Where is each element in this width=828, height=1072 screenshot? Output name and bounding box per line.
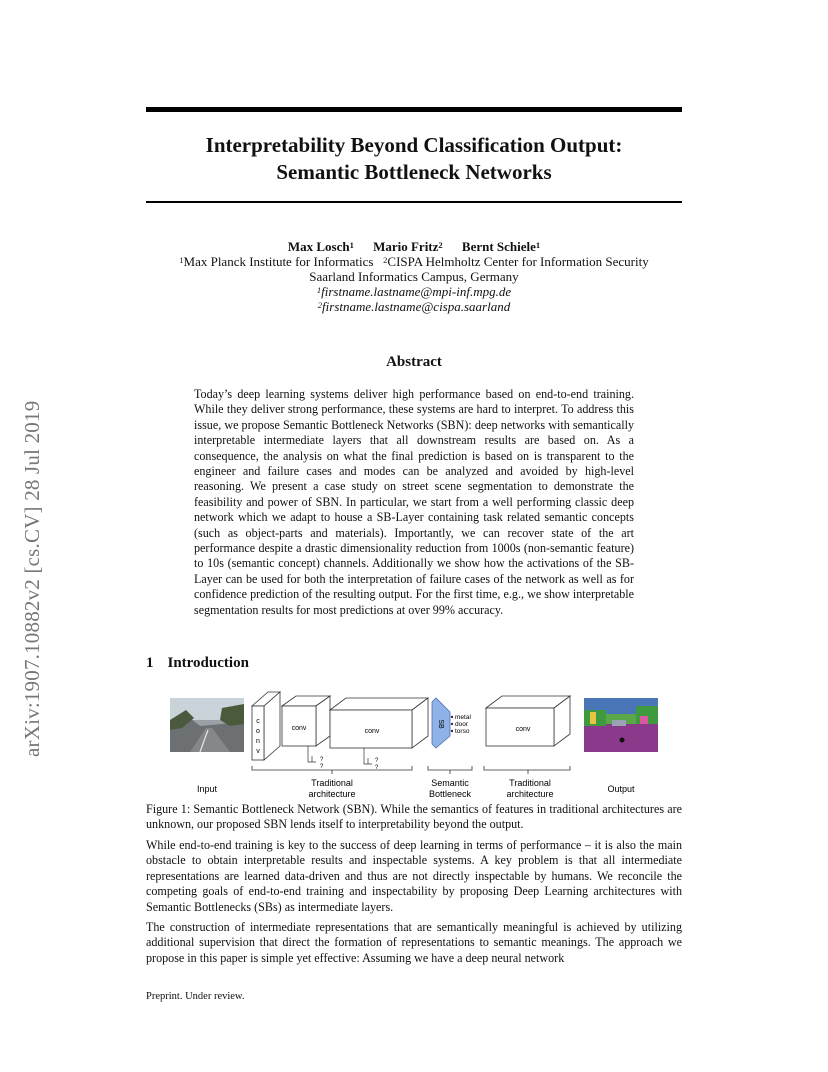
campus: Saarland Informatics Campus, Germany bbox=[309, 269, 519, 284]
label-semantic-a: Semantic bbox=[431, 778, 469, 788]
brace-traditional-2 bbox=[484, 766, 570, 774]
conv-label-2: conv bbox=[364, 728, 380, 735]
conv-letter-o: o bbox=[256, 728, 260, 735]
conv-block-3 bbox=[486, 696, 570, 746]
brace-semantic bbox=[428, 766, 472, 774]
intro-paragraph-1: While end-to-end training is key to the success of deep learning in terms of performance – it is also the main obstacle to obtain interpretable results and inspectable systems. A key problem is that all intermediate representations are learned data-driven and thus are not directly inspectable by humans. We reconcile the competing goals of end-to-end training and inspectability by proposing Deep Learning architectures with Semantic Bottlenecks (SBs) as intermediate layers. bbox=[146, 838, 682, 914]
label-traditional-2a: Traditional bbox=[509, 778, 551, 788]
author-3: Bernt Schiele$^1$ bbox=[461, 239, 541, 254]
question-mark-4: ? bbox=[375, 765, 379, 771]
paper-title bbox=[146, 132, 682, 186]
figure-caption: Figure 1: Semantic Bottleneck Network (SBN). While the semantics of features in traditional architectures are unknown, our proposed SBN lends itself to interpretability beyond the output. bbox=[146, 802, 682, 832]
conv-label-1: conv bbox=[291, 725, 307, 732]
unknown-feature-branch-2 bbox=[364, 748, 372, 764]
unknown-feature-branch-1 bbox=[308, 746, 316, 762]
conv-block-2 bbox=[330, 698, 428, 748]
question-mark-1: ? bbox=[320, 757, 324, 763]
arxiv-watermark: arXiv:1907.10882v2 [cs.CV] 28 Jul 2019 bbox=[20, 400, 44, 757]
conv-block-1 bbox=[282, 696, 330, 746]
output-segmentation-image bbox=[584, 698, 658, 752]
brace-traditional-1 bbox=[252, 766, 412, 774]
conv-letter-v: v bbox=[256, 748, 260, 755]
input-image bbox=[170, 698, 244, 752]
author-2: Mario Fritz$^2$ bbox=[373, 239, 443, 254]
concept-door: door bbox=[455, 721, 469, 728]
concept-metal: metal bbox=[455, 714, 471, 721]
concept-torso: torso bbox=[455, 728, 470, 735]
email-1: $^1$firstname.lastname@mpi-inf.mpg.de bbox=[316, 284, 512, 299]
label-semantic-b: Bottleneck bbox=[428, 789, 472, 799]
abstract-heading: Abstract bbox=[386, 354, 442, 370]
label-traditional-2b: architecture bbox=[506, 789, 554, 799]
conv-letter-c: c bbox=[256, 718, 260, 725]
intro-paragraph-2: The construction of intermediate representations that are semantically meaningful is achieved by utilizing additional supervision that direct the formation of representations to semantic meanings. The approach we propose in this paper is simple yet effective: Assuming we have a deep neural network bbox=[146, 920, 682, 965]
conv-letter-n: n bbox=[256, 738, 260, 745]
title-line-2: Semantic Bottleneck Networks bbox=[276, 160, 552, 184]
label-traditional-1a: Traditional bbox=[311, 778, 353, 788]
conv-label-3: conv bbox=[515, 726, 531, 733]
section-heading bbox=[146, 655, 249, 672]
label-traditional-1b: architecture bbox=[308, 789, 356, 799]
section-number: 1 bbox=[146, 655, 154, 671]
label-output: Output bbox=[607, 784, 635, 794]
author-block bbox=[146, 239, 682, 314]
title-bottom-rule bbox=[146, 201, 682, 203]
footer-note: Preprint. Under review. bbox=[146, 991, 245, 1002]
concept-markers bbox=[451, 716, 453, 732]
author-1: Max Losch$^1$ bbox=[287, 239, 354, 254]
question-mark-2: ? bbox=[320, 764, 324, 770]
abstract-text: Today’s deep learning systems deliver high performance based on end-to-end training. While they deliver strong performance, these systems are hard to interpret. To address this issue, we propose Semantic Bottleneck Networks (SBN): deep networks with semantically interpretable intermediate layers that all downstream results are based on. As a consequence, the analysis on what the final prediction is based on is transparent to the engineer and failure cases and modes can be analyzed and avoided by high-level reasoning. We present a case study on street scene segmentation to demonstrate the feasibility and power of SBN. In particular, we start from a well performing classic deep network which we adapt to house a SB-Layer containing task related semantic concepts (such as object-parts and materials). Importantly, we can recover state of the art performance despite a drastic dimensionality reduction from 1000s (non-semantic feature) to 10s (semantic concept) channels. Additionally we show how the activations of the SB-Layer can be used for both the interpretation of failure cases of the network as well as for confidence prediction of the resulting output. For the first time, e.g., we show interpretable segmentation results for most predictions at over 99% accuracy. bbox=[194, 387, 634, 617]
title-top-rule bbox=[146, 107, 682, 112]
affiliations: $^1$Max Planck Institute for Informatics $^2$CISPA Helmholtz Center for Information Security bbox=[179, 254, 649, 269]
section-title: Introduction bbox=[167, 655, 249, 671]
email-2: $^2$firstname.lastname@cispa.saarland bbox=[317, 299, 511, 314]
sb-label: SB bbox=[437, 719, 444, 729]
label-input: Input bbox=[196, 784, 218, 794]
author-names bbox=[146, 239, 682, 254]
figure-1 bbox=[160, 690, 680, 802]
title-line-1: Interpretability Beyond Classification Output: bbox=[205, 133, 623, 157]
question-mark-3: ? bbox=[375, 758, 379, 764]
